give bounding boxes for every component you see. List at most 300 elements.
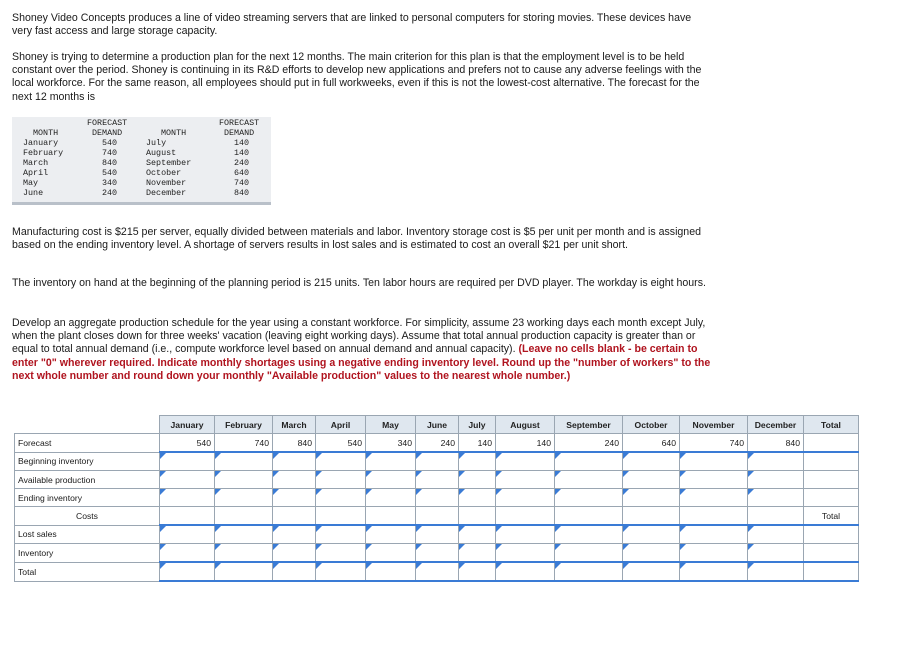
ending-inventory-cell[interactable] (416, 489, 459, 507)
input-marker-icon (496, 471, 502, 477)
input-marker-icon (680, 489, 686, 495)
inventory-cost-cell[interactable] (273, 544, 316, 563)
ending-inventory-input[interactable] (748, 489, 803, 506)
beginning-inventory-cell[interactable] (748, 452, 804, 471)
month-header: December (748, 416, 804, 434)
forecast-left-demand: 540 (102, 138, 118, 148)
lost-sales-cell[interactable] (680, 525, 748, 544)
lost-sales-cell[interactable] (748, 525, 804, 544)
input-marker-icon (215, 526, 221, 532)
forecast-header-left-demand: DEMAND (92, 128, 123, 138)
total-cost-cell[interactable] (160, 562, 215, 581)
month-header: May (366, 416, 416, 434)
inventory-cost-cell[interactable] (623, 544, 680, 563)
costs-spacer (496, 507, 555, 526)
input-marker-icon (623, 544, 629, 550)
inventory-cost-input[interactable] (496, 544, 554, 561)
inventory-cost-input[interactable] (215, 544, 272, 561)
total-cost-label: Total (15, 562, 160, 581)
lost-sales-cell[interactable] (160, 525, 215, 544)
lost-sales-cell[interactable] (416, 525, 459, 544)
available-production-input[interactable] (623, 471, 679, 488)
forecast-label: Forecast (15, 434, 160, 453)
lost-sales-input[interactable] (496, 526, 554, 543)
input-marker-icon (623, 526, 629, 532)
lost-sales-row (15, 525, 859, 544)
total-cost-cell[interactable] (366, 562, 416, 581)
input-marker-icon (496, 563, 502, 569)
input-marker-icon (366, 563, 372, 569)
inventory-cost-row (15, 544, 859, 563)
inventory-cost-cell[interactable] (416, 544, 459, 563)
available-production-total-input[interactable] (804, 471, 858, 488)
costs-header-row (15, 507, 859, 526)
available-production-input[interactable] (366, 471, 415, 488)
input-marker-icon (215, 563, 221, 569)
forecast-value: 740 (215, 434, 273, 453)
ending-inventory-cell[interactable] (316, 489, 366, 507)
intro-paragraph: Shoney Video Concepts produces a line of video streaming servers that are linked to personal computers for storing movies. These devices have very fast access and large storage capacity. (12, 12, 692, 38)
available-production-input[interactable] (316, 471, 365, 488)
input-marker-icon (680, 526, 686, 532)
ending-inventory-cell[interactable] (366, 489, 416, 507)
available-production-input[interactable] (273, 471, 315, 488)
month-header: October (623, 416, 680, 434)
input-marker-icon (160, 563, 166, 569)
beginning-inventory-cell[interactable] (160, 452, 215, 471)
input-marker-icon (496, 453, 502, 459)
input-marker-icon (459, 544, 465, 550)
input-marker-icon (160, 489, 166, 495)
forecast-total-cell[interactable] (804, 434, 859, 453)
available-production-input[interactable] (680, 471, 747, 488)
forecast-left-month: March (23, 158, 49, 168)
ending-inventory-cell[interactable] (623, 489, 680, 507)
ending-inventory-input[interactable] (623, 489, 679, 506)
total-cost-input[interactable] (416, 563, 458, 580)
lost-sales-cell[interactable] (459, 525, 496, 544)
costs-label: Costs (15, 507, 160, 526)
available-production-input[interactable] (496, 471, 554, 488)
forecast-header-right-demand: DEMAND (224, 128, 255, 138)
inventory-paragraph: The inventory on hand at the beginning of the planning period is 215 units. Ten labor hours are required per DVD player. The workday is eight hours. (12, 277, 706, 289)
lost-sales-input[interactable] (273, 526, 315, 543)
costs-spacer (273, 507, 316, 526)
input-marker-icon (680, 563, 686, 569)
header-corner (15, 416, 160, 434)
forecast-right-demand: 840 (234, 188, 250, 198)
input-marker-icon (555, 489, 561, 495)
input-marker-icon (555, 471, 561, 477)
forecast-left-month: June (23, 188, 44, 198)
forecast-value: 540 (316, 434, 366, 453)
beginning-inventory-row (15, 452, 859, 471)
beginning-inventory-cell[interactable] (496, 452, 555, 471)
input-marker-icon (215, 453, 221, 459)
total-cost-cell[interactable] (680, 562, 748, 581)
available-production-cell[interactable] (416, 471, 459, 489)
ending-inventory-cell[interactable] (459, 489, 496, 507)
ending-inventory-cell[interactable] (680, 489, 748, 507)
total-cost-input[interactable] (623, 563, 679, 580)
ending-inventory-input[interactable] (416, 489, 458, 506)
costs-spacer (316, 507, 366, 526)
month-header-row (15, 416, 859, 434)
total-cost-cell[interactable] (623, 562, 680, 581)
input-marker-icon (416, 453, 422, 459)
total-cost-cell[interactable] (215, 562, 273, 581)
instructions-paragraph (12, 317, 712, 383)
forecast-right-month: October (146, 168, 182, 178)
lost-sales-cell[interactable] (215, 525, 273, 544)
lost-sales-input[interactable] (680, 526, 747, 543)
inventory-cost-cell[interactable] (316, 544, 366, 563)
input-marker-icon (459, 453, 465, 459)
input-marker-icon (680, 471, 686, 477)
forecast-right-month: November (146, 178, 187, 188)
input-marker-icon (496, 489, 502, 495)
forecast-right-demand: 640 (234, 168, 250, 178)
available-production-cell[interactable] (496, 471, 555, 489)
total-cost-input[interactable] (273, 563, 315, 580)
inventory-cost-input[interactable] (160, 544, 214, 561)
inventory-cost-input[interactable] (680, 544, 747, 561)
available-production-cell[interactable] (680, 471, 748, 489)
forecast-right-demand: 240 (234, 158, 250, 168)
forecast-left-demand: 340 (102, 178, 118, 188)
lost-sales-input[interactable] (366, 526, 415, 543)
total-header: Total (804, 416, 859, 434)
inventory-cost-input[interactable] (748, 544, 803, 561)
lost-sales-cell[interactable] (316, 525, 366, 544)
month-header: March (273, 416, 316, 434)
instructions-bold-note: (Leave no cells blank - be certain to enter "0" wherever required. Indicate monthly shortages using a negative ending inventory level. Round up the "number of workers" to the next whole number and round down your monthly "Available production" values to the nearest whole number.) (12, 343, 711, 382)
inventory-cost-cell[interactable] (680, 544, 748, 563)
available-production-input[interactable] (160, 471, 214, 488)
costs-spacer (459, 507, 496, 526)
forecast-value: 840 (273, 434, 316, 453)
input-marker-icon (555, 563, 561, 569)
ending-inventory-cell[interactable] (496, 489, 555, 507)
available-production-cell[interactable] (623, 471, 680, 489)
total-cost-cell[interactable] (496, 562, 555, 581)
total-cost-cell[interactable] (273, 562, 316, 581)
total-cost-cell[interactable] (555, 562, 623, 581)
total-cost-input[interactable] (160, 563, 214, 580)
ending-inventory-total-cell[interactable] (804, 489, 859, 507)
ending-inventory-input[interactable] (366, 489, 415, 506)
input-marker-icon (555, 544, 561, 550)
forecast-right-demand: 140 (234, 138, 250, 148)
inventory-cost-total-cell[interactable] (804, 544, 859, 563)
beginning-inventory-total-input[interactable] (804, 453, 858, 470)
lost-sales-input[interactable] (416, 526, 458, 543)
lost-sales-cell[interactable] (623, 525, 680, 544)
forecast-right-month: July (146, 138, 167, 148)
total-cost-input[interactable] (366, 563, 415, 580)
beginning-inventory-label: Beginning inventory (15, 452, 160, 471)
inventory-cost-input[interactable] (555, 544, 622, 561)
ending-inventory-input[interactable] (496, 489, 554, 506)
lost-sales-cell[interactable] (496, 525, 555, 544)
forecast-table-divider (12, 202, 271, 205)
inventory-cost-cell[interactable] (215, 544, 273, 563)
input-marker-icon (273, 544, 279, 550)
ending-inventory-input[interactable] (160, 489, 214, 506)
total-cost-row (15, 562, 859, 581)
lost-sales-input[interactable] (316, 526, 365, 543)
input-marker-icon (680, 453, 686, 459)
costs-spacer (555, 507, 623, 526)
inventory-cost-input[interactable] (416, 544, 458, 561)
production-schedule-table (14, 415, 859, 582)
input-marker-icon (623, 489, 629, 495)
lost-sales-cell[interactable] (273, 525, 316, 544)
inventory-cost-input[interactable] (623, 544, 679, 561)
inventory-cost-cell[interactable] (496, 544, 555, 563)
beginning-inventory-total-cell[interactable] (804, 452, 859, 471)
input-marker-icon (416, 489, 422, 495)
input-marker-icon (623, 471, 629, 477)
input-marker-icon (496, 544, 502, 550)
month-header: January (160, 416, 215, 434)
beginning-inventory-input[interactable] (160, 453, 214, 470)
inventory-cost-cell[interactable] (366, 544, 416, 563)
forecast-header-left-forecast: FORECAST (87, 118, 128, 128)
forecast-total-input[interactable] (804, 434, 858, 451)
input-marker-icon (459, 563, 465, 569)
inventory-cost-cell[interactable] (459, 544, 496, 563)
inventory-cost-total-input[interactable] (804, 544, 858, 561)
ending-inventory-label: Ending inventory (15, 489, 160, 507)
input-marker-icon (273, 563, 279, 569)
total-cost-input[interactable] (316, 563, 365, 580)
input-marker-icon (366, 526, 372, 532)
beginning-inventory-cell[interactable] (680, 452, 748, 471)
input-marker-icon (366, 544, 372, 550)
total-cost-cell[interactable] (416, 562, 459, 581)
input-marker-icon (623, 563, 629, 569)
available-production-cell[interactable] (555, 471, 623, 489)
total-cost-input[interactable] (555, 563, 622, 580)
lost-sales-input[interactable] (748, 526, 803, 543)
available-production-cell[interactable] (459, 471, 496, 489)
total-cost-total-input[interactable] (804, 563, 858, 580)
input-marker-icon (416, 471, 422, 477)
input-marker-icon (459, 526, 465, 532)
ending-inventory-input[interactable] (316, 489, 365, 506)
input-marker-icon (160, 544, 166, 550)
beginning-inventory-input[interactable] (496, 453, 554, 470)
costs-spacer (623, 507, 680, 526)
forecast-left-demand: 740 (102, 148, 118, 158)
forecast-left-demand: 840 (102, 158, 118, 168)
available-production-cell[interactable] (748, 471, 804, 489)
ending-inventory-cell[interactable] (748, 489, 804, 507)
beginning-inventory-cell[interactable] (459, 452, 496, 471)
input-marker-icon (416, 526, 422, 532)
beginning-inventory-input[interactable] (366, 453, 415, 470)
total-cost-cell[interactable] (316, 562, 366, 581)
forecast-value: 340 (366, 434, 416, 453)
total-cost-input[interactable] (680, 563, 747, 580)
total-cost-input[interactable] (215, 563, 272, 580)
ending-inventory-total-input[interactable] (804, 489, 858, 506)
lost-sales-total-cell[interactable] (804, 525, 859, 544)
input-marker-icon (748, 526, 754, 532)
month-header: June (416, 416, 459, 434)
input-marker-icon (748, 453, 754, 459)
costs-spacer (215, 507, 273, 526)
available-production-input[interactable] (215, 471, 272, 488)
inventory-cost-input[interactable] (366, 544, 415, 561)
forecast-left-month: April (23, 168, 49, 178)
forecast-table (12, 117, 271, 207)
ending-inventory-input[interactable] (215, 489, 272, 506)
beginning-inventory-cell[interactable] (416, 452, 459, 471)
input-marker-icon (273, 453, 279, 459)
total-cost-cell[interactable] (748, 562, 804, 581)
input-marker-icon (215, 544, 221, 550)
beginning-inventory-input[interactable] (416, 453, 458, 470)
input-marker-icon (748, 489, 754, 495)
available-production-cell[interactable] (160, 471, 215, 489)
forecast-right-demand: 140 (234, 148, 250, 158)
beginning-inventory-cell[interactable] (555, 452, 623, 471)
input-marker-icon (273, 489, 279, 495)
month-header: February (215, 416, 273, 434)
forecast-row (15, 434, 859, 453)
inventory-cost-cell[interactable] (555, 544, 623, 563)
input-marker-icon (416, 544, 422, 550)
lost-sales-total-input[interactable] (804, 526, 858, 543)
beginning-inventory-input[interactable] (748, 453, 803, 470)
available-production-cell[interactable] (316, 471, 366, 489)
ending-inventory-cell[interactable] (160, 489, 215, 507)
input-marker-icon (496, 526, 502, 532)
beginning-inventory-input[interactable] (273, 453, 315, 470)
forecast-left-demand: 540 (102, 168, 118, 178)
beginning-inventory-input[interactable] (555, 453, 622, 470)
month-header: November (680, 416, 748, 434)
lost-sales-input[interactable] (160, 526, 214, 543)
input-marker-icon (273, 526, 279, 532)
costs-spacer (680, 507, 748, 526)
available-production-input[interactable] (748, 471, 803, 488)
ending-inventory-cell[interactable] (273, 489, 316, 507)
ending-inventory-cell[interactable] (215, 489, 273, 507)
forecast-right-month: December (146, 188, 187, 198)
beginning-inventory-input[interactable] (623, 453, 679, 470)
inventory-cost-input[interactable] (273, 544, 315, 561)
available-production-cell[interactable] (366, 471, 416, 489)
ending-inventory-input[interactable] (680, 489, 747, 506)
inventory-cost-input[interactable] (316, 544, 365, 561)
lost-sales-cell[interactable] (366, 525, 416, 544)
inventory-cost-label: Inventory (15, 544, 160, 563)
input-marker-icon (416, 563, 422, 569)
available-production-cell[interactable] (215, 471, 273, 489)
input-marker-icon (215, 489, 221, 495)
total-cost-input[interactable] (496, 563, 554, 580)
month-header: September (555, 416, 623, 434)
forecast-header-right-month: MONTH (161, 128, 187, 138)
total-cost-input[interactable] (748, 563, 803, 580)
input-marker-icon (316, 489, 322, 495)
available-production-label: Available production (15, 471, 160, 489)
available-production-row (15, 471, 859, 489)
input-marker-icon (316, 526, 322, 532)
forecast-left-month: January (23, 138, 59, 148)
instructions-text: Develop an aggregate production schedule for the year using a constant workforce. For simplicity, assume 23 working days each month except July, when the plant closes down for three weeks' vacation (leaving eight working days). Assume that total annual production capacity is greater than or equal to total annual demand (i.e., compute workforce level based on annual demand and annual capacity). (12, 317, 706, 356)
input-marker-icon (555, 453, 561, 459)
input-marker-icon (160, 453, 166, 459)
beginning-inventory-input[interactable] (680, 453, 747, 470)
costs-total-label: Total (804, 507, 859, 526)
beginning-inventory-input[interactable] (316, 453, 365, 470)
ending-inventory-input[interactable] (555, 489, 622, 506)
input-marker-icon (316, 563, 322, 569)
forecast-right-demand: 740 (234, 178, 250, 188)
costs-spacer (160, 507, 215, 526)
lost-sales-cell[interactable] (555, 525, 623, 544)
lost-sales-label: Lost sales (15, 525, 160, 544)
costs-spacer (366, 507, 416, 526)
input-marker-icon (555, 526, 561, 532)
ending-inventory-cell[interactable] (555, 489, 623, 507)
forecast-left-month: May (23, 178, 39, 188)
beginning-inventory-cell[interactable] (316, 452, 366, 471)
forecast-value: 240 (416, 434, 459, 453)
input-marker-icon (273, 471, 279, 477)
beginning-inventory-input[interactable] (215, 453, 272, 470)
lost-sales-input[interactable] (215, 526, 272, 543)
forecast-right-month: September (146, 158, 192, 168)
available-production-input[interactable] (555, 471, 622, 488)
forecast-left-month: February (23, 148, 64, 158)
total-cost-total-cell[interactable] (804, 562, 859, 581)
forecast-header-left-month: MONTH (33, 128, 59, 138)
month-header: August (496, 416, 555, 434)
costs-spacer (748, 507, 804, 526)
input-marker-icon (366, 471, 372, 477)
inventory-cost-cell[interactable] (748, 544, 804, 563)
forecast-value: 840 (748, 434, 804, 453)
total-cost-cell[interactable] (459, 562, 496, 581)
beginning-inventory-cell[interactable] (215, 452, 273, 471)
input-marker-icon (316, 544, 322, 550)
input-marker-icon (215, 471, 221, 477)
inventory-cost-cell[interactable] (160, 544, 215, 563)
forecast-value: 140 (459, 434, 496, 453)
beginning-inventory-cell[interactable] (273, 452, 316, 471)
lost-sales-input[interactable] (623, 526, 679, 543)
ending-inventory-input[interactable] (273, 489, 315, 506)
input-marker-icon (748, 471, 754, 477)
forecast-value: 540 (160, 434, 215, 453)
beginning-inventory-cell[interactable] (366, 452, 416, 471)
available-production-cell[interactable] (273, 471, 316, 489)
available-production-input[interactable] (416, 471, 458, 488)
available-production-total-cell[interactable] (804, 471, 859, 489)
beginning-inventory-cell[interactable] (623, 452, 680, 471)
input-marker-icon (160, 471, 166, 477)
month-header: July (459, 416, 496, 434)
input-marker-icon (680, 544, 686, 550)
lost-sales-input[interactable] (555, 526, 622, 543)
forecast-header-right-forecast: FORECAST (219, 118, 260, 128)
input-marker-icon (316, 471, 322, 477)
